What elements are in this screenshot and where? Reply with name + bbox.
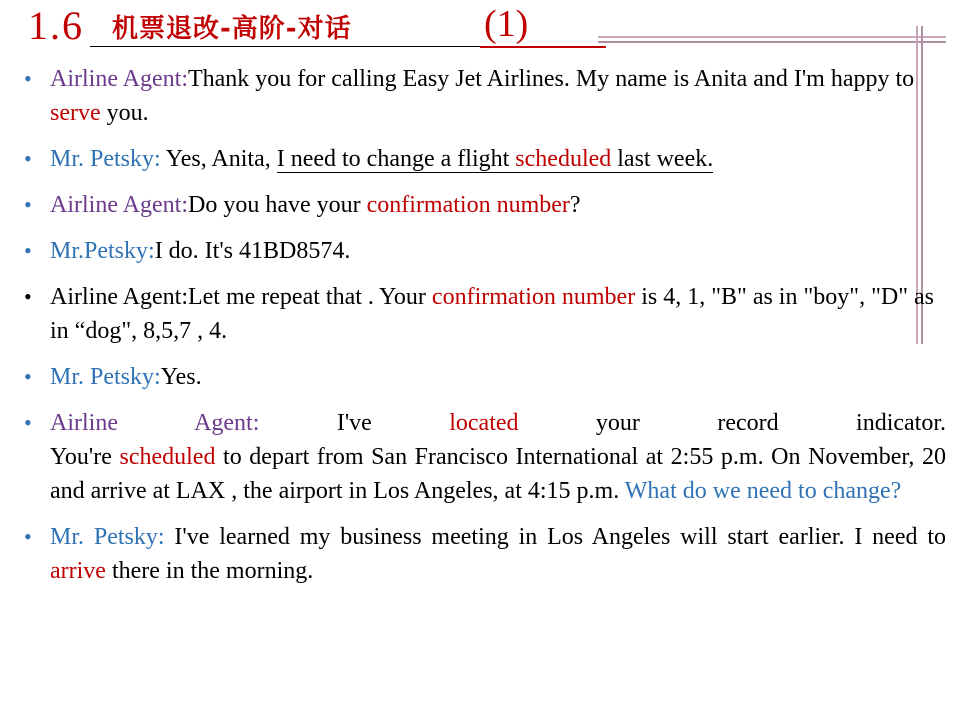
bullet-icon: • xyxy=(24,410,32,435)
bullet-icon: • xyxy=(24,146,32,171)
line-text: there in the morning. xyxy=(105,558,314,584)
line-text: Thank you for calling Easy Jet Airlines. My name is Anita and I'm happy to xyxy=(187,66,915,92)
dialogue-item xyxy=(22,142,946,176)
line-text: Do you have your xyxy=(187,192,367,218)
speaker-sep: : xyxy=(181,66,188,92)
justified-body xyxy=(50,520,946,588)
speaker-label: Mr. Petsky xyxy=(50,146,155,172)
dialogue-item xyxy=(22,234,946,268)
speaker-sep: : xyxy=(154,364,161,390)
speaker-label: Airline Agent xyxy=(50,410,253,436)
keyword: confirmation number xyxy=(366,192,570,218)
title-underline-red xyxy=(480,46,606,48)
line-text: I've xyxy=(336,410,450,436)
line-text: You're xyxy=(50,444,120,470)
bullet-icon: • xyxy=(24,66,32,91)
speaker-label: Mr. Petsky xyxy=(50,524,158,550)
dialogue-item xyxy=(22,280,946,348)
line-text: I do. It's 41BD8574. xyxy=(154,238,351,264)
line-text: to depart from San Francisco International at 2:55 p.m. On November, 20 and arrive at LAX , the airport in Los Angeles, at 4:15 p.m. xyxy=(50,444,946,504)
question-text: What do we need to change? xyxy=(624,478,902,504)
line-text: your record indicator. xyxy=(518,410,947,436)
speaker-sep: : xyxy=(181,284,188,310)
speaker-sep: : xyxy=(148,238,155,264)
bullet-icon: • xyxy=(24,238,32,263)
dialogue-item xyxy=(22,406,946,508)
line-text: Yes, Anita, xyxy=(165,146,277,172)
speaker-label: Airline Agent xyxy=(50,66,182,92)
line-text: last week. xyxy=(611,146,714,172)
speaker-label: Airline Agent xyxy=(50,192,182,218)
justified-line xyxy=(50,406,946,440)
title-text xyxy=(112,6,352,45)
line-text: ? xyxy=(569,192,581,218)
dialogue-item xyxy=(22,360,946,394)
keyword: scheduled xyxy=(119,444,216,470)
bullet-icon: • xyxy=(24,364,32,389)
speaker-label: Mr.Petsky xyxy=(50,238,149,264)
title-number: 1.6 xyxy=(28,3,84,48)
line-text: you. xyxy=(100,100,149,126)
speaker-sep: : xyxy=(181,192,188,218)
line-text: I need to change a flight xyxy=(276,146,516,172)
keyword: serve xyxy=(50,100,101,126)
speaker-sep: : xyxy=(154,146,166,172)
keyword: located xyxy=(449,410,519,436)
line-text: Yes. xyxy=(160,364,202,390)
line-text: Let me repeat that . Your xyxy=(187,284,432,310)
line-text: I've learned my business meeting in Los Angeles will start earlier. I need to xyxy=(174,524,947,550)
dialogue-item xyxy=(22,520,946,588)
keyword: scheduled xyxy=(515,146,612,172)
title-text-label: 机票退改-高阶-对话 xyxy=(112,14,352,44)
dialogue-item xyxy=(22,188,946,222)
speaker-label: Airline Agent xyxy=(50,284,182,310)
justified-body xyxy=(50,440,946,508)
speaker-sep: : xyxy=(252,410,260,436)
bullet-icon: • xyxy=(24,284,32,309)
line-text: is 4, 1, "B" as in "boy", "D" as in “dog", 8,5,7 , 4. xyxy=(50,284,934,344)
speaker-sep: : xyxy=(157,524,165,550)
bullet-icon: • xyxy=(24,192,32,217)
keyword: arrive xyxy=(50,558,106,584)
frame-line-h2 xyxy=(598,41,946,43)
bullet-icon: • xyxy=(24,524,32,549)
keyword: confirmation number xyxy=(431,284,636,310)
frame-line-h1 xyxy=(598,36,946,38)
dialogue-item xyxy=(22,62,946,130)
speaker-label: Mr. Petsky xyxy=(50,364,155,390)
underlined-phrase xyxy=(277,146,714,173)
title-paren: (1) xyxy=(484,3,529,45)
dialogue-list xyxy=(22,62,946,600)
